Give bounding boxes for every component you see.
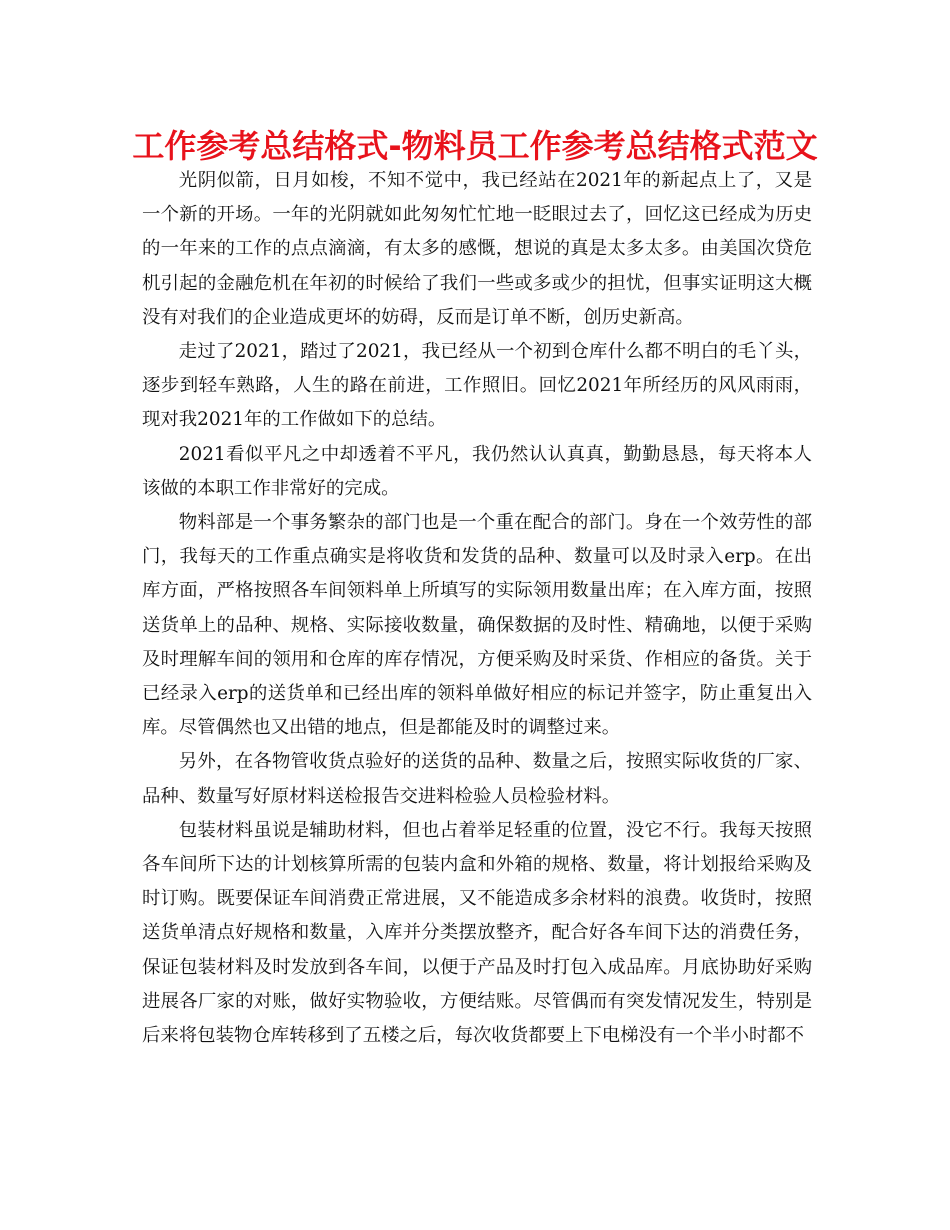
paragraph-2: 走过了2021，踏过了2021，我已经从一个初到仓库什么都不明白的毛丫头，逐步到轻车熟路，人生的路在前进，工作照旧。回忆2021年所经历的风风雨雨，现对我2021年的工作做如下的总结。 bbox=[142, 341, 812, 431]
paragraph-5: 另外，在各物管收货点验好的送货的品种、数量之后，按照实际收货的厂家、品种、数量写好原材料送检报告交进料检验人员检验材料。 bbox=[142, 751, 812, 807]
paragraph-4: 物料部是一个事务繁杂的部门也是一个重在配合的部门。身在一个效劳性的部门，我每天的工作重点确实是将收货和发货的品种、数量可以及时录入erp。在出库方面，严格按照各车间领料单上所填写的实际领用数量出库；在入库方面，按照送货单上的品种、规格、实际接收数量，确保数据的及时性、精确地，以便于采购及时理解车间的领用和仓库的库存情况，方便采购及时采货、作相应的备货。关于已经录入erp的送货单和已经出库的领料单做好相应的标记并签字，防止重复出入库。尽管偶然也又出错的地点，但是都能及时的调整过来。 bbox=[142, 512, 812, 739]
paragraph-1: 光阴似箭，日月如梭，不知不觉中，我已经站在2021年的新起点上了，又是一个新的开场。一年的光阴就如此匆匆忙忙地一眨眼过去了，回忆这已经成为历史的一年来的工作的点点滴滴，有太多的感慨，想说的真是太多太多。由美国次贷危机引起的金融危机在年初的时候给了我们一些或多或少的担忧，但事实证明这大概没有对我们的企业造成更坏的妨碍，反而是订单不断，创历史新高。 bbox=[142, 170, 812, 328]
document-body bbox=[142, 164, 812, 1053]
paragraph-6: 包装材料虽说是辅助材料，但也占着举足轻重的位置，没它不行。我每天按照各车间所下达的计划核算所需的包装内盒和外箱的规格、数量，将计划报给采购及时订购。既要保证车间消费正常进展，又不能造成多余材料的浪费。收货时，按照送货单清点好规格和数量，入库并分类摆放整齐，配合好各车间下达的消费任务，保证包装材料及时发放到各车间，以便于产品及时打包入成品库。月底协助好采购进展各厂家的对账，做好实物验收，方便结账。尽管偶而有突发情况发生，特别是后来将包装物仓库转移到了五楼之后，每次收货都要上下电梯没有一个半小时都不 bbox=[142, 819, 812, 1047]
paragraph-3: 2021看似平凡之中却透着不平凡，我仍然认认真真，勤勤恳恳，每天将本人该做的本职工作非常好的完成。 bbox=[142, 443, 812, 499]
document-title: 工作参考总结格式-物料员工作参考总结格式范文 bbox=[132, 127, 818, 165]
